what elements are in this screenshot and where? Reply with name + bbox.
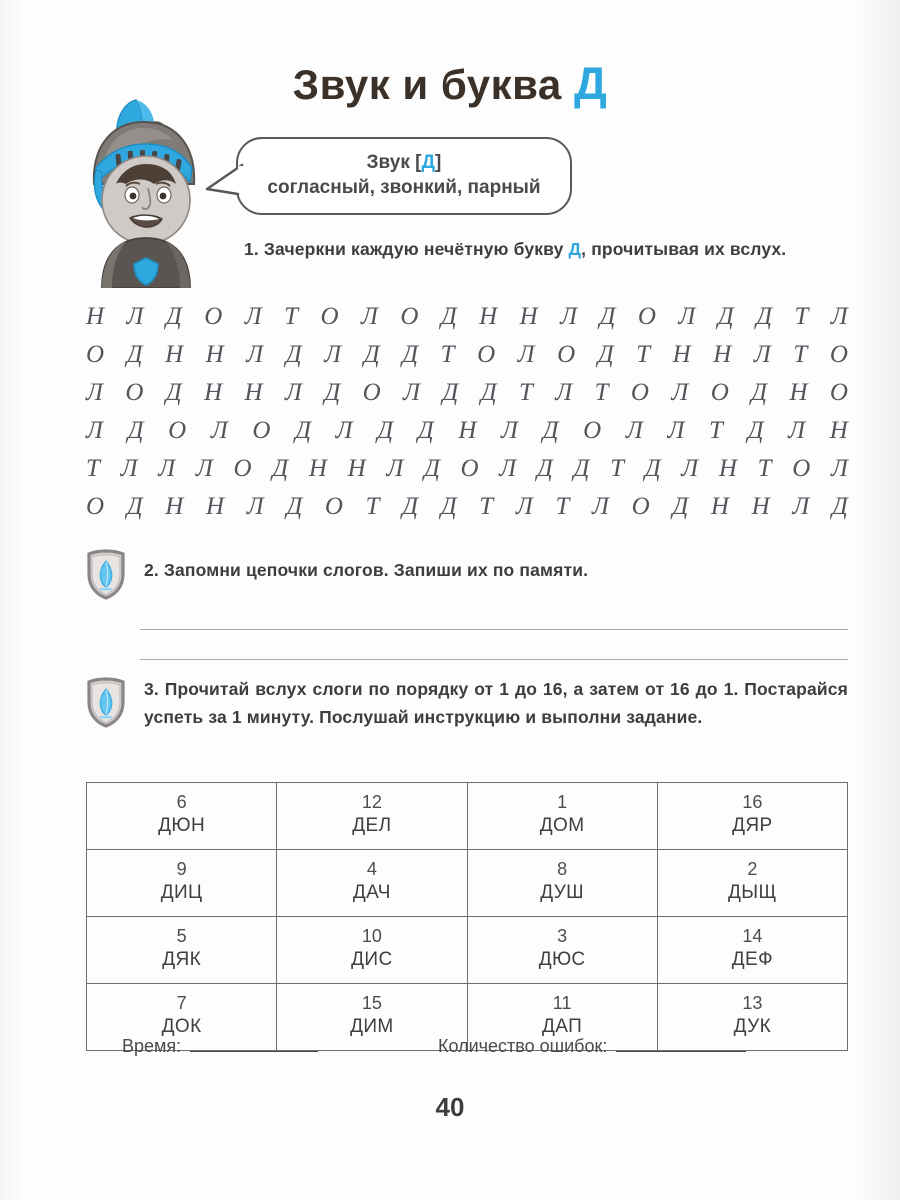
errors-field[interactable] bbox=[438, 1036, 746, 1057]
letter-row bbox=[86, 374, 848, 412]
grid-letter[interactable]: Д bbox=[402, 341, 419, 368]
header-zone bbox=[0, 0, 900, 230]
grid-letter[interactable]: Д bbox=[285, 341, 302, 368]
writing-lines[interactable] bbox=[140, 600, 848, 660]
page-title bbox=[240, 56, 660, 110]
task-1 bbox=[212, 236, 848, 264]
syllable-cell-text: ДУК bbox=[733, 1016, 772, 1038]
writing-line[interactable] bbox=[140, 630, 848, 660]
syllable-cell-text: ДЮС bbox=[538, 949, 586, 971]
grid-letter[interactable]: О bbox=[86, 493, 105, 520]
grid-letter[interactable]: Т bbox=[518, 379, 533, 406]
errors-label: Количество ошибок: bbox=[438, 1036, 608, 1056]
time-label: Время: bbox=[122, 1036, 182, 1056]
syllable-cell-text: ДИС bbox=[351, 949, 393, 971]
grid-letter[interactable]: Л bbox=[667, 417, 685, 444]
grid-letter[interactable]: О bbox=[125, 379, 144, 406]
syllable-cell-number: 13 bbox=[742, 993, 763, 1014]
grid-letter[interactable]: Д bbox=[127, 417, 144, 444]
grid-letter[interactable]: Т bbox=[86, 455, 100, 482]
syllable-cell-number: 9 bbox=[176, 859, 187, 880]
grid-letter[interactable]: Н bbox=[718, 455, 737, 482]
grid-letter[interactable]: О bbox=[792, 455, 811, 482]
task-1-accent-letter: Д bbox=[568, 239, 582, 259]
syllable-cell-text: ДЫЩ bbox=[728, 882, 777, 904]
grid-letter[interactable]: Д bbox=[573, 455, 590, 482]
letter-row bbox=[86, 488, 848, 526]
syllable-cell-number: 16 bbox=[742, 792, 763, 813]
grid-letter[interactable]: Т bbox=[479, 493, 494, 520]
grid-letter[interactable]: Л bbox=[501, 417, 518, 444]
grid-letter[interactable]: Д bbox=[747, 417, 764, 444]
grid-letter[interactable]: Л bbox=[120, 455, 138, 482]
grid-letter[interactable]: Д bbox=[417, 417, 434, 444]
grid-letter[interactable]: Д bbox=[536, 455, 553, 482]
grid-letter[interactable]: Т bbox=[284, 303, 298, 330]
grid-letter[interactable]: Д bbox=[402, 493, 419, 520]
page-title-text: Звук и буква bbox=[292, 61, 574, 108]
grid-letter[interactable]: Л bbox=[210, 417, 228, 444]
grid-letter[interactable]: Д bbox=[165, 303, 182, 330]
grid-letter[interactable]: Д bbox=[165, 379, 182, 406]
syllable-cell[interactable] bbox=[467, 917, 657, 984]
letter-row bbox=[86, 412, 848, 450]
speech-bubble-accent-letter: Д bbox=[421, 152, 435, 173]
grid-letter[interactable]: Л bbox=[246, 341, 264, 368]
grid-letter[interactable]: Д bbox=[295, 417, 312, 444]
grid-letter[interactable]: Н bbox=[165, 341, 184, 368]
speech-bubble bbox=[236, 137, 572, 215]
syllable-cell-number: 7 bbox=[176, 993, 187, 1014]
time-input-rule[interactable] bbox=[190, 1037, 318, 1052]
knight-mascot-illustration bbox=[72, 88, 217, 288]
grid-letter[interactable]: Н bbox=[751, 493, 770, 520]
grid-letter[interactable]: Д bbox=[756, 303, 772, 330]
grid-letter[interactable]: Л bbox=[678, 303, 696, 330]
table-row bbox=[87, 783, 848, 850]
grid-letter[interactable]: Д bbox=[272, 455, 289, 482]
syllable-cell-text: ДИЦ bbox=[160, 882, 203, 904]
grid-letter[interactable]: Д bbox=[126, 341, 143, 368]
grid-letter[interactable]: Д bbox=[363, 341, 380, 368]
letter-row bbox=[86, 450, 848, 488]
task-3 bbox=[86, 676, 848, 731]
task-1-text-after: , прочитывая их вслух. bbox=[581, 239, 787, 259]
grid-letter[interactable]: Л bbox=[386, 455, 404, 482]
syllable-cell-number: 2 bbox=[747, 859, 758, 880]
grid-letter[interactable]: Л bbox=[831, 455, 848, 482]
grid-letter[interactable]: Д bbox=[286, 493, 303, 520]
grid-letter[interactable]: О bbox=[400, 303, 419, 330]
grid-letter[interactable]: Д bbox=[324, 379, 341, 406]
grid-letter[interactable]: Н bbox=[205, 341, 224, 368]
grid-letter[interactable]: Л bbox=[335, 417, 353, 444]
syllable-cell-number: 14 bbox=[742, 926, 763, 947]
grid-letter[interactable]: Н bbox=[165, 493, 184, 520]
grid-letter[interactable]: Д bbox=[717, 303, 734, 330]
task-3-text: 3. Прочитай вслух слоги по порядку от 1 до 16, а затем от 16 до 1. Постарайся успеть за 1 минуту. Послушай инструкцию и выполни задание. bbox=[144, 679, 848, 727]
syllable-cell[interactable] bbox=[277, 850, 467, 917]
syllable-cell[interactable] bbox=[87, 850, 277, 917]
grid-letter[interactable]: Т bbox=[365, 493, 380, 520]
syllable-cell-text: ДЯР bbox=[732, 815, 773, 837]
syllable-cell-number: 11 bbox=[552, 993, 572, 1014]
task-1-text-before: 1. Зачеркни каждую нечётную букву bbox=[244, 239, 569, 259]
grid-letter[interactable]: Д bbox=[480, 379, 497, 406]
grid-letter[interactable]: Т bbox=[610, 455, 624, 482]
grid-letter[interactable]: Д bbox=[377, 417, 394, 444]
grid-letter[interactable]: Л bbox=[681, 455, 699, 482]
time-field[interactable] bbox=[122, 1036, 318, 1057]
grid-letter[interactable]: Н bbox=[672, 341, 691, 368]
grid-letter[interactable]: Л bbox=[244, 303, 262, 330]
grid-letter[interactable]: Л bbox=[158, 455, 176, 482]
grid-letter[interactable]: Л bbox=[555, 379, 573, 406]
syllable-table[interactable] bbox=[86, 782, 848, 1051]
grid-letter[interactable]: Т bbox=[440, 341, 455, 368]
syllable-cell[interactable] bbox=[277, 783, 467, 850]
grid-letter[interactable]: Л bbox=[625, 417, 643, 444]
syllable-cell-number: 8 bbox=[557, 859, 568, 880]
speech-bubble-line-1 bbox=[252, 151, 556, 175]
grid-letter[interactable]: Л bbox=[788, 417, 806, 444]
grid-letter[interactable]: Н bbox=[347, 455, 366, 482]
page-number: 40 bbox=[435, 1092, 465, 1122]
grid-letter[interactable]: Д bbox=[442, 379, 459, 406]
table-row bbox=[87, 850, 848, 917]
grid-letter[interactable]: О bbox=[630, 379, 649, 406]
grid-letter[interactable]: Л bbox=[324, 341, 342, 368]
grid-letter[interactable]: Д bbox=[644, 455, 661, 482]
syllable-cell-text: ДЕФ bbox=[731, 949, 773, 971]
grid-letter[interactable]: Н bbox=[789, 379, 808, 406]
grid-letter[interactable]: Н bbox=[206, 493, 225, 520]
grid-letter[interactable]: О bbox=[829, 379, 848, 406]
grid-letter[interactable]: Л bbox=[284, 379, 302, 406]
syllable-cell-number: 4 bbox=[366, 859, 377, 880]
grid-letter[interactable]: О bbox=[233, 455, 252, 482]
grid-letter[interactable]: Т bbox=[793, 341, 808, 368]
syllable-cell[interactable] bbox=[87, 917, 277, 984]
grid-letter[interactable]: О bbox=[631, 493, 650, 520]
syllable-cell[interactable] bbox=[277, 917, 467, 984]
grid-letter[interactable]: О bbox=[252, 417, 271, 444]
speech-bubble-line-2: согласный, звонкий, парный bbox=[267, 176, 541, 198]
grid-letter[interactable]: Т bbox=[757, 455, 772, 482]
syllable-cell-text: ДЯК bbox=[162, 949, 202, 971]
shield-icon bbox=[86, 548, 126, 600]
grid-letter[interactable]: Д bbox=[599, 303, 616, 330]
syllable-cell-text: ДЮН bbox=[158, 815, 206, 837]
syllable-cell-text: ДЕЛ bbox=[352, 815, 392, 837]
grid-letter[interactable]: Л bbox=[403, 379, 420, 406]
grid-letter[interactable]: Л bbox=[126, 303, 144, 330]
letter-grid[interactable] bbox=[86, 298, 848, 526]
syllable-cell-number: 10 bbox=[361, 926, 382, 947]
syllable-cell-number: 12 bbox=[361, 792, 382, 813]
grid-letter[interactable]: Д bbox=[440, 303, 457, 330]
task-3-body bbox=[144, 676, 848, 731]
grid-letter[interactable]: Н bbox=[244, 379, 263, 406]
page-title-accent-letter: Д bbox=[573, 57, 608, 109]
grid-letter[interactable]: Т bbox=[636, 341, 651, 368]
grid-letter[interactable]: Д bbox=[831, 493, 848, 520]
grid-letter[interactable]: О bbox=[710, 379, 729, 406]
letter-row bbox=[86, 336, 848, 374]
table-row bbox=[87, 917, 848, 984]
letter-row bbox=[86, 298, 848, 336]
grid-letter[interactable]: О bbox=[168, 417, 187, 444]
speech-bubble-tail bbox=[204, 161, 244, 197]
grid-letter[interactable]: Л bbox=[517, 341, 535, 368]
grid-letter[interactable]: Л bbox=[246, 493, 264, 520]
pupil-left bbox=[130, 193, 137, 200]
grid-letter[interactable]: О bbox=[829, 341, 848, 368]
grid-letter[interactable]: О bbox=[362, 379, 381, 406]
grid-letter[interactable]: О bbox=[204, 303, 223, 330]
grid-letter[interactable]: О bbox=[557, 341, 576, 368]
syllable-cell[interactable] bbox=[657, 783, 847, 850]
grid-letter[interactable]: Н bbox=[204, 379, 223, 406]
syllable-cell-text: ДИМ bbox=[350, 1016, 394, 1038]
errors-input-rule[interactable] bbox=[616, 1037, 746, 1052]
task-2-text: 2. Запомни цепочки слогов. Запиши их по памяти. bbox=[144, 560, 589, 580]
syllable-cell-number: 1 bbox=[557, 792, 568, 813]
grid-letter[interactable]: О bbox=[320, 303, 339, 330]
syllable-cell-text: ДУШ bbox=[540, 882, 584, 904]
grid-letter[interactable]: Н bbox=[458, 417, 477, 444]
grid-letter[interactable]: Л bbox=[830, 303, 848, 330]
grid-letter[interactable]: Д bbox=[126, 493, 143, 520]
grid-letter[interactable]: О bbox=[86, 341, 105, 368]
grid-letter[interactable]: Н bbox=[710, 493, 729, 520]
syllable-cell-text: ДАП bbox=[542, 1016, 583, 1038]
syllable-cell-number: 15 bbox=[361, 993, 382, 1014]
grid-letter[interactable]: Д bbox=[597, 341, 614, 368]
grid-letter[interactable]: О bbox=[583, 417, 602, 444]
grid-letter[interactable]: Л bbox=[499, 455, 517, 482]
syllable-cell[interactable] bbox=[467, 783, 657, 850]
grid-letter[interactable]: Л bbox=[671, 379, 689, 406]
grid-letter[interactable]: Л bbox=[515, 493, 533, 520]
syllable-cell-number: 5 bbox=[176, 926, 187, 947]
syllable-cell-text: ДОК bbox=[161, 1016, 202, 1038]
task-1-text bbox=[212, 236, 848, 264]
grid-letter[interactable]: Н bbox=[308, 455, 327, 482]
syllable-cell[interactable] bbox=[657, 850, 847, 917]
task-2 bbox=[86, 548, 848, 600]
grid-letter[interactable]: Д bbox=[440, 493, 457, 520]
grid-letter[interactable]: О bbox=[460, 455, 479, 482]
grid-letter[interactable]: Д bbox=[751, 379, 768, 406]
grid-letter[interactable]: Л bbox=[753, 341, 771, 368]
grid-letter[interactable]: Н bbox=[519, 303, 538, 330]
syllable-cell-text: ДАЧ bbox=[352, 882, 391, 904]
grid-letter[interactable]: Д bbox=[542, 417, 559, 444]
syllable-cell-text: ДОМ bbox=[539, 815, 585, 837]
grid-letter[interactable]: Л bbox=[86, 417, 103, 444]
writing-line[interactable] bbox=[140, 600, 848, 630]
grid-letter[interactable]: О bbox=[324, 493, 343, 520]
grid-letter[interactable]: Н bbox=[479, 303, 498, 330]
grid-letter[interactable]: Д bbox=[672, 493, 689, 520]
syllable-cell[interactable] bbox=[467, 850, 657, 917]
speech-bubble-suffix: ] bbox=[435, 152, 442, 173]
grid-letter[interactable]: Н bbox=[86, 303, 105, 330]
grid-letter[interactable]: Н bbox=[713, 341, 732, 368]
grid-letter[interactable]: Т bbox=[794, 303, 809, 330]
grid-letter[interactable]: Н bbox=[829, 417, 848, 444]
grid-letter[interactable]: Т bbox=[555, 493, 570, 520]
grid-letter[interactable]: Л bbox=[360, 303, 378, 330]
syllable-cell[interactable] bbox=[657, 917, 847, 984]
grid-letter[interactable]: Л bbox=[195, 455, 213, 482]
grid-letter[interactable]: Д bbox=[423, 455, 440, 482]
grid-letter[interactable]: О bbox=[637, 303, 656, 330]
syllable-cell-number: 3 bbox=[557, 926, 568, 947]
syllable-cell-number: 6 bbox=[176, 792, 187, 813]
shield-icon bbox=[86, 676, 126, 728]
grid-letter[interactable]: Т bbox=[709, 417, 723, 444]
grid-letter[interactable]: Т bbox=[594, 379, 609, 406]
grid-letter[interactable]: Л bbox=[560, 303, 578, 330]
grid-letter[interactable]: Л bbox=[86, 379, 103, 406]
grid-letter[interactable]: Л bbox=[792, 493, 810, 520]
speech-bubble-prefix: Звук [ bbox=[366, 152, 422, 173]
syllable-cell[interactable] bbox=[87, 783, 277, 850]
grid-letter[interactable]: О bbox=[477, 341, 496, 368]
grid-letter[interactable]: Л bbox=[592, 493, 609, 520]
pupil-right bbox=[160, 193, 167, 200]
